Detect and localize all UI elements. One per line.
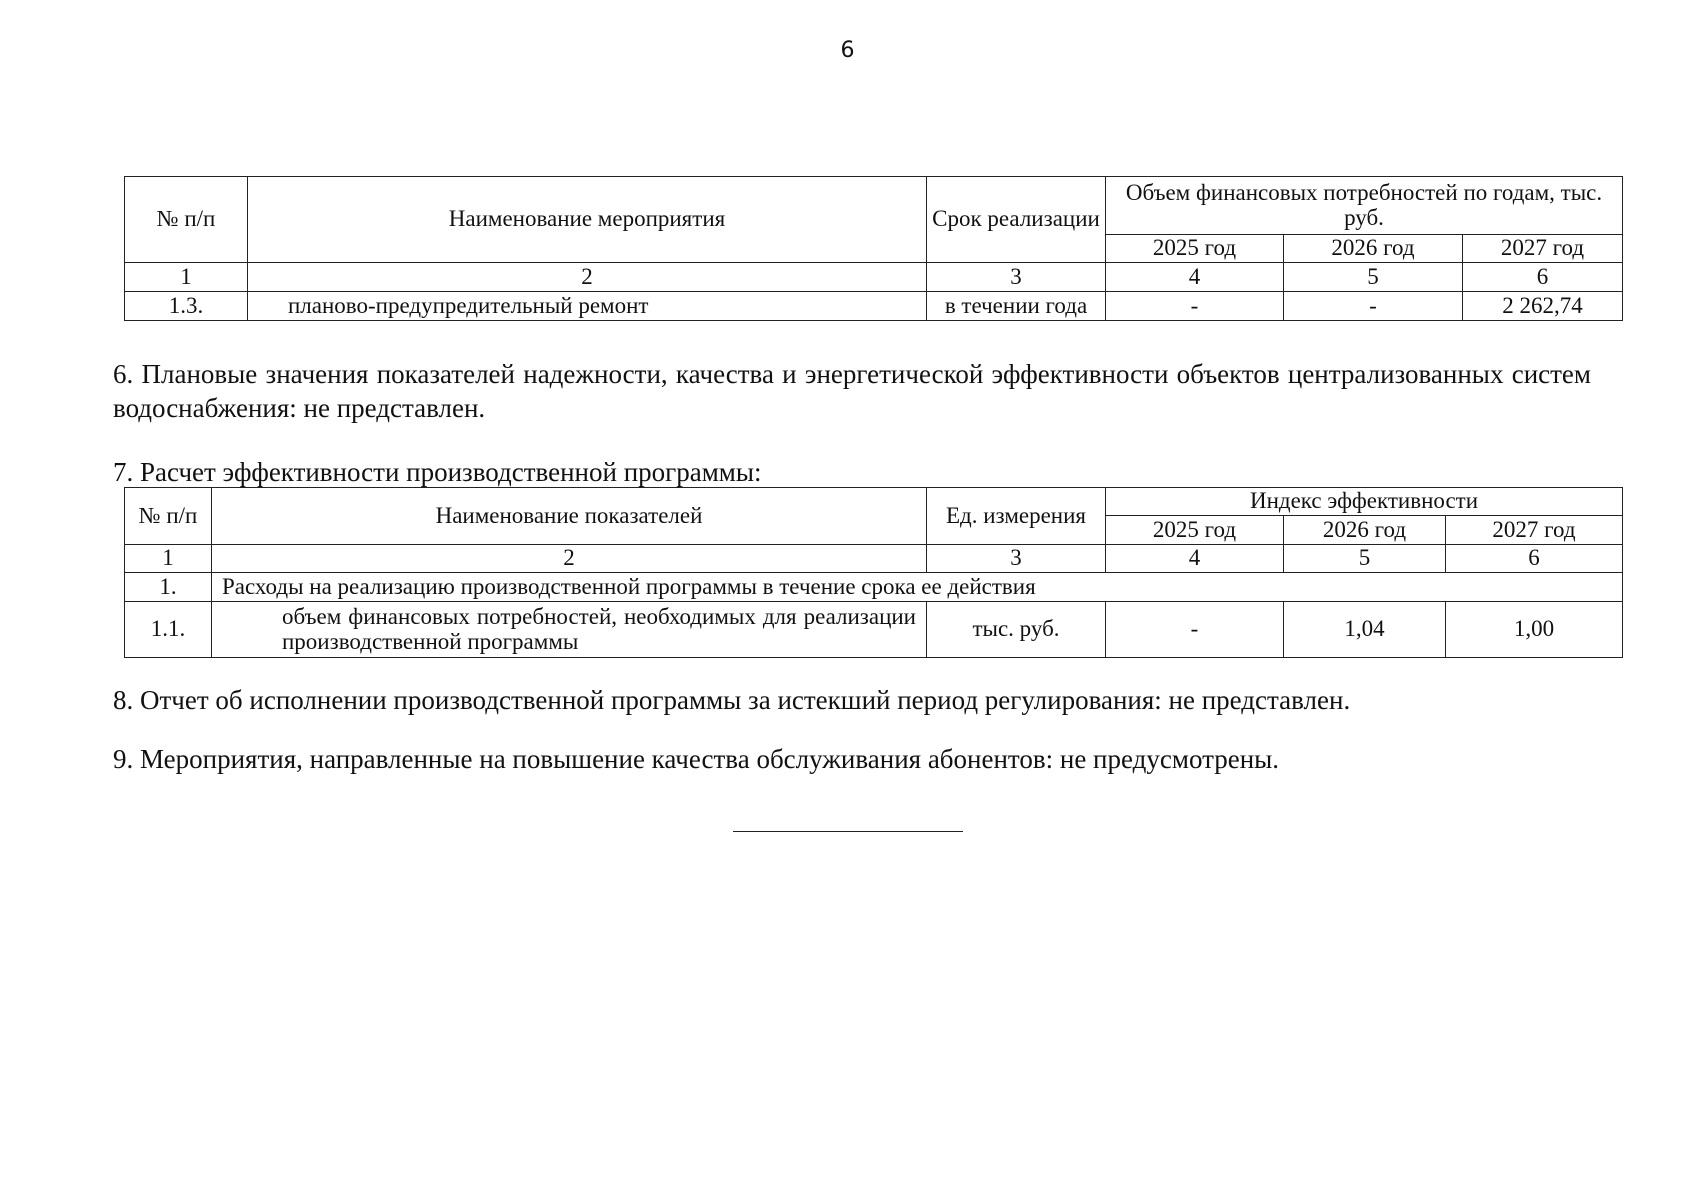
section-8-text: 8. Отчет об исполнении производственной программы за истекший период регулирования: не представлен. [113,685,1351,715]
column-number: 6 [1463,263,1623,292]
column-number: 1 [125,263,248,292]
column-number: 1 [125,545,212,573]
table-header-row [125,488,1623,516]
header-finance: Объем финансовых потребностей по годам, тыс. руб. [1106,177,1623,235]
column-number: 6 [1446,545,1623,573]
table-row [125,292,1623,321]
column-number: 2 [248,263,927,292]
column-number: 3 [927,545,1106,573]
column-number: 4 [1106,263,1284,292]
row-num: 1.1. [125,602,212,658]
column-number: 4 [1106,545,1284,573]
header-num: № п/п [125,177,248,263]
row-indicator-name: объем финансовых потребностей, необходимых для реализации производственной программы [212,602,927,658]
column-number: 2 [212,545,927,573]
header-year-2027: 2027 год [1446,516,1623,545]
column-number: 5 [1284,263,1463,292]
row-value-2027: 2 262,74 [1463,292,1623,321]
header-indicator-name: Наименование показателей [212,488,927,545]
header-year-2027: 2027 год [1463,235,1623,263]
end-rule [733,831,963,832]
header-year-2026: 2026 год [1284,235,1463,263]
group-row [125,573,1623,602]
row-value-2027: 1,00 [1446,602,1623,658]
row-num: 1.3. [125,292,248,321]
header-measure-name: Наименование мероприятия [248,177,927,263]
row-value-2026: 1,04 [1284,602,1446,658]
table-header-row [125,177,1623,235]
row-value-2025: - [1106,292,1284,321]
table-row [125,602,1623,658]
header-num: № п/п [125,488,212,545]
header-efficiency-index: Индекс эффективности [1106,488,1623,516]
row-unit: тыс. руб. [927,602,1106,658]
header-year-2025: 2025 год [1106,516,1284,545]
header-unit: Ед. измерения [927,488,1106,545]
group-num: 1. [125,573,212,602]
group-title: Расходы на реализацию производственной программы в течение срока ее действия [212,573,1623,602]
column-number: 5 [1284,545,1446,573]
page-number: 6 [840,38,855,63]
row-measure-name: планово-предупредительный ремонт [248,292,927,321]
header-year-2026: 2026 год [1284,516,1446,545]
efficiency-table [124,487,1623,658]
row-term: в течении года [927,292,1106,321]
column-number: 3 [927,263,1106,292]
section-7-heading: 7. Расчет эффективности производственной программы: [113,457,762,487]
column-number-row [125,263,1623,292]
row-value-2025: - [1106,602,1284,658]
row-value-2026: - [1284,292,1463,321]
section-6-text: 6. Плановые значения показателей надежности, качества и энергетической эффективности объектов централизованных систем водоснабжения: не представлен. [113,359,1591,423]
header-year-2025: 2025 год [1106,235,1284,263]
section-9-text: 9. Мероприятия, направленные на повышение качества обслуживания абонентов: не предусмотрены. [113,744,1280,774]
column-number-row [125,545,1623,573]
header-term: Срок реализации [927,177,1106,263]
measures-table [124,176,1623,321]
